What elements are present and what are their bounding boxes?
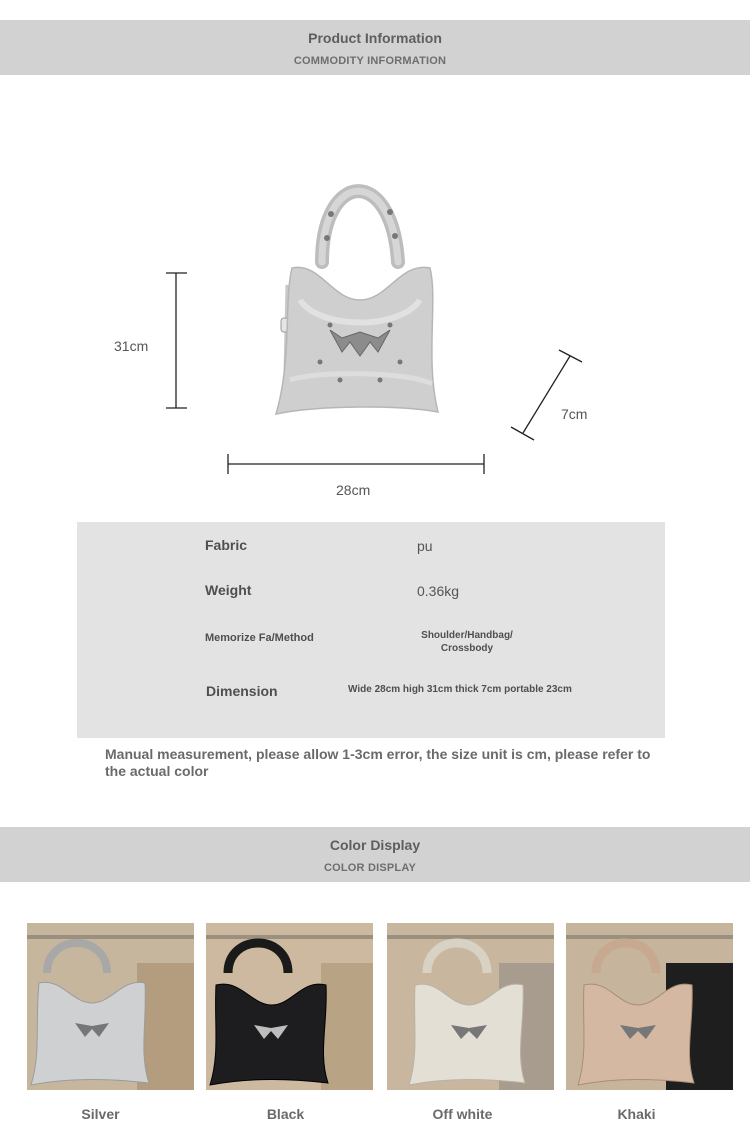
fabric-label: Fabric xyxy=(205,537,248,553)
depth-label: 7cm xyxy=(561,406,588,422)
bag-photo-off-white xyxy=(387,923,554,1090)
color-swatch-off-white[interactable] xyxy=(387,923,554,1090)
product-info-subtitle: COMMODITY INFORMATION xyxy=(293,55,447,67)
method-value-line1: Shoulder/Handbag/ xyxy=(421,630,513,641)
depth-indicator xyxy=(511,350,582,440)
color-label-silver: Silver xyxy=(81,1106,120,1122)
bag-photo-silver xyxy=(27,923,194,1090)
bag-dimension-diagram xyxy=(0,0,750,520)
color-label-khaki: Khaki xyxy=(617,1106,656,1122)
method-value xyxy=(377,629,557,655)
color-label-black: Black xyxy=(266,1106,305,1122)
method-value-line2: Crossbody xyxy=(440,643,494,654)
height-indicator xyxy=(166,273,187,408)
weight-value: 0.36kg xyxy=(417,583,460,599)
color-swatch-khaki[interactable] xyxy=(566,923,733,1090)
bag-photo-black xyxy=(206,923,373,1090)
color-display-title: Color Display xyxy=(329,837,421,853)
width-indicator xyxy=(228,454,484,474)
width-label: 28cm xyxy=(336,482,371,498)
color-label-off-white: Off white xyxy=(432,1106,493,1122)
measurement-note: Manual measurement, please allow 1-3cm error, the size unit is cm, please refer to the actual color xyxy=(105,746,651,779)
weight-label: Weight xyxy=(205,582,252,598)
color-swatch-black[interactable] xyxy=(206,923,373,1090)
color-swatch-silver[interactable] xyxy=(27,923,194,1090)
bag-image xyxy=(276,191,438,414)
spec-table xyxy=(77,522,665,738)
fabric-value: pu xyxy=(417,538,433,554)
product-info-title: Product Information xyxy=(308,30,442,46)
height-label: 31cm xyxy=(114,338,149,354)
color-display-banner xyxy=(0,827,750,882)
color-display-subtitle: COLOR DISPLAY xyxy=(323,862,417,874)
bag-photo-khaki xyxy=(566,923,733,1090)
dimension-label: Dimension xyxy=(206,683,278,699)
method-label: Memorize Fa/Method xyxy=(205,632,314,644)
dimension-value: Wide 28cm high 31cm thick 7cm portable 23cm xyxy=(348,684,572,695)
